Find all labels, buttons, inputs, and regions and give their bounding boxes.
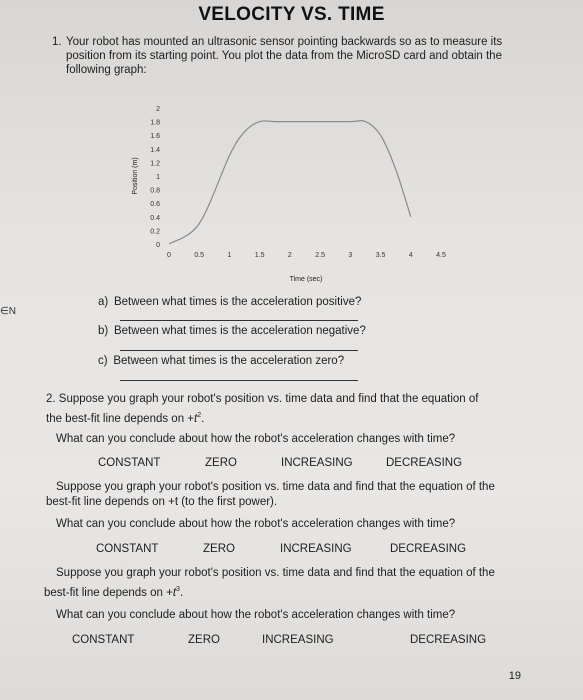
x-tick-label: 3 [348, 252, 353, 259]
y-tick-label: 0.2 [150, 228, 160, 236]
margin-mark: ∈N [0, 306, 16, 317]
y-tick-label: 0.6 [150, 201, 160, 209]
x-tick-label: 3.5 [375, 252, 386, 259]
scenario-2-line2: best-fit line depends on +t (to the first power). [46, 496, 278, 508]
x-tick-label: 4 [408, 252, 413, 259]
x-tick-label: 1 [227, 252, 232, 259]
y-tick-label: 1.8 [150, 119, 160, 127]
x-tick-label: 2.5 [315, 252, 325, 259]
y-tick-label: 1.4 [150, 146, 160, 154]
question-1-text [52, 35, 506, 77]
page-number: 19 [508, 670, 521, 682]
y-tick-label: 0 [156, 242, 160, 249]
position-series-line [169, 121, 411, 244]
question-2a-prompt: What can you conclude about how the robot's acceleration changes with time? [56, 433, 456, 445]
choice-decreasing-3[interactable]: DECREASING [410, 634, 487, 646]
x-tick-label: 2 [287, 252, 292, 259]
question-1c: c) Between what times is the acceleration zero? [98, 355, 345, 367]
x-tick-label: 4.5 [436, 252, 446, 259]
question-1a: a) Between what times is the acceleration positive? [98, 296, 362, 308]
question-1b: b) Between what times is the acceleration negative? [98, 325, 366, 337]
choice-increasing-1[interactable]: INCREASING [281, 457, 353, 469]
question-2b-prompt: What can you conclude about how the robot's acceleration changes with time? [56, 518, 456, 530]
answer-line-1c[interactable] [120, 380, 358, 381]
choice-decreasing-1[interactable]: DECREASING [386, 457, 463, 469]
choice-zero-3[interactable]: ZERO [188, 634, 220, 646]
x-axis-label: Time (sec) [289, 276, 323, 283]
choice-constant-1[interactable]: CONSTANT [98, 457, 161, 469]
scenario-3-line2: best-fit line depends on $+t^3$. [44, 586, 184, 599]
choice-zero-2[interactable]: ZERO [203, 543, 235, 555]
scenario-3-line1: Suppose you graph your robot's position vs. time data and find that the equation of the [56, 567, 495, 579]
y-tick-label: 0.4 [150, 214, 160, 222]
question-2-line2: the best-fit line depends on $+t^2$. [46, 412, 205, 425]
answer-line-1b[interactable] [120, 350, 358, 351]
x-tick-label: 1.5 [254, 252, 265, 259]
y-tick-label: 1.6 [150, 133, 160, 141]
y-tick-label: 1 [156, 174, 160, 181]
y-tick-label: 2 [156, 106, 160, 113]
y-tick-label: 1.2 [150, 160, 160, 168]
choice-constant-3[interactable]: CONSTANT [72, 634, 135, 646]
question-2c-prompt: What can you conclude about how the robot's acceleration changes with time? [56, 609, 456, 621]
choice-constant-2[interactable]: CONSTANT [96, 543, 159, 555]
choice-decreasing-2[interactable]: DECREASING [390, 543, 467, 555]
choice-increasing-2[interactable]: INCREASING [280, 543, 352, 555]
scenario-2-line1: Suppose you graph your robot's position vs. time data and find that the equation of the [56, 481, 495, 493]
question-1-body: Your robot has mounted an ultrasonic sensor pointing backwards so as to measure its position from its starting point. You plot the data from the MicroSD card and obtain the following graph: [66, 36, 503, 76]
y-tick-label: 0.8 [150, 187, 160, 195]
page-title: VELOCITY VS. TIME [198, 4, 385, 25]
y-axis-label: Position (m) [132, 157, 139, 195]
question-2-line1: 2. Suppose you graph your robot's position vs. time data and find that the equation of [46, 393, 479, 405]
question-1-number: 1. [52, 36, 62, 48]
x-tick-label: 0.5 [194, 252, 205, 259]
choice-zero-1[interactable]: ZERO [205, 457, 237, 469]
x-tick-label: 0 [167, 252, 171, 259]
choice-increasing-3[interactable]: INCREASING [262, 634, 334, 646]
answer-line-1a[interactable] [120, 320, 358, 321]
